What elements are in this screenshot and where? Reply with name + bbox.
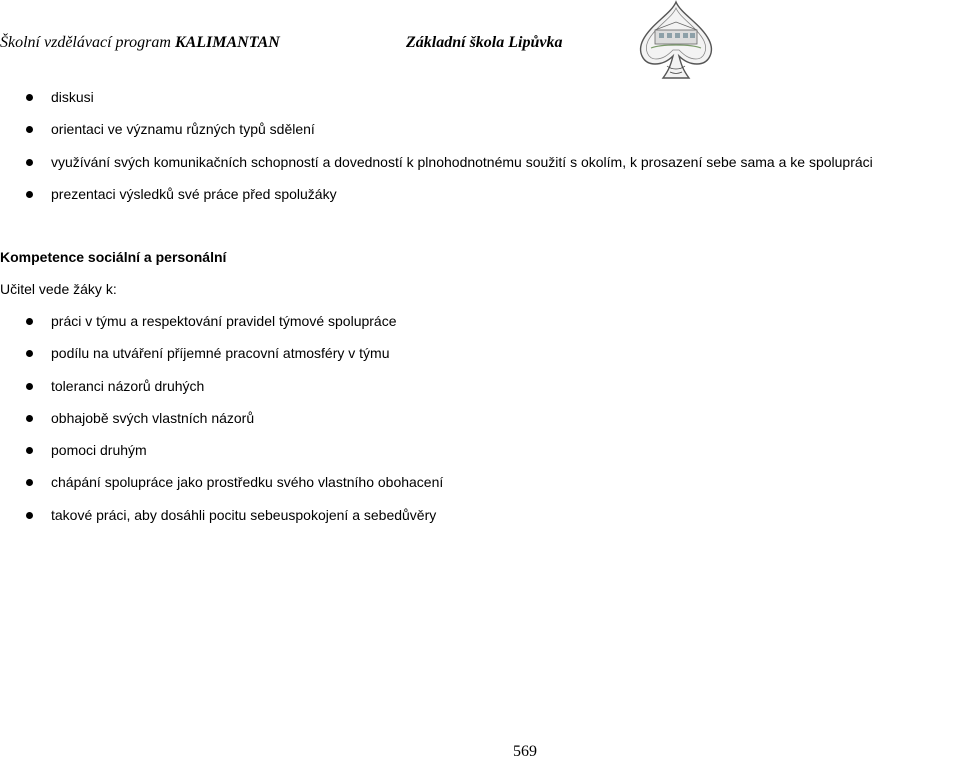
bullet-icon <box>26 126 33 133</box>
list-item <box>0 376 443 408</box>
bullet-icon <box>26 94 33 101</box>
list-item <box>0 311 443 343</box>
list-item <box>0 472 443 504</box>
bullet-icon <box>26 159 33 166</box>
page-number: 569 <box>513 743 537 760</box>
bullet-icon <box>26 447 33 454</box>
list-item-text: práci v týmu a respektování pravidel týmové spolupráce <box>51 313 397 329</box>
list-item-text: prezentaci výsledků své práce před spolužáky <box>51 185 337 202</box>
list-item <box>0 152 873 184</box>
list-item-text: obhajobě svých vlastních názorů <box>51 409 255 426</box>
list-item-text: diskusi <box>51 89 94 105</box>
list-item <box>0 440 443 472</box>
list-item-text: takové práci, aby dosáhli pocitu sebeuspokojení a sebedůvěry <box>51 506 437 523</box>
program-name: KALIMANTAN <box>174 34 280 51</box>
list-item <box>0 119 873 151</box>
bullet-icon <box>26 383 33 390</box>
bullet-list-communication <box>0 87 873 216</box>
list-item <box>0 343 443 375</box>
page-header <box>0 0 960 86</box>
bullet-icon <box>26 415 33 422</box>
bullet-icon <box>26 512 33 519</box>
bullet-list-social-competence <box>0 311 443 537</box>
program-title <box>0 34 280 52</box>
section-intro: Učitel vede žáky k: <box>0 281 117 297</box>
school-name: Základní škola Lipůvka <box>406 34 563 51</box>
list-item <box>0 505 443 537</box>
list-item <box>0 87 873 119</box>
list-item-text: chápání spolupráce jako prostředku svého vlastního obohacení <box>51 474 444 491</box>
list-item <box>0 184 873 216</box>
section-heading: Kompetence sociální a personální <box>0 249 227 265</box>
school-logo <box>637 0 715 82</box>
list-item-text: podílu na utváření příjemné pracovní atmosféry v týmu <box>51 345 390 362</box>
bullet-icon <box>26 318 33 325</box>
program-prefix: Školní vzdělávací program <box>0 34 175 51</box>
bullet-icon <box>26 479 33 486</box>
bullet-icon <box>26 191 33 198</box>
list-item-text: toleranci názorů druhých <box>51 377 205 394</box>
list-item-text: využívání svých komunikačních schopností a dovedností k plnohodnotnému soužití s okolím, k prosazení sebe sama a ke spolupráci <box>51 153 873 170</box>
list-item-text: pomoci druhým <box>51 442 147 459</box>
list-item <box>0 408 443 440</box>
bullet-icon <box>26 350 33 357</box>
list-item-text: orientaci ve významu různých typů sdělení <box>51 121 315 138</box>
